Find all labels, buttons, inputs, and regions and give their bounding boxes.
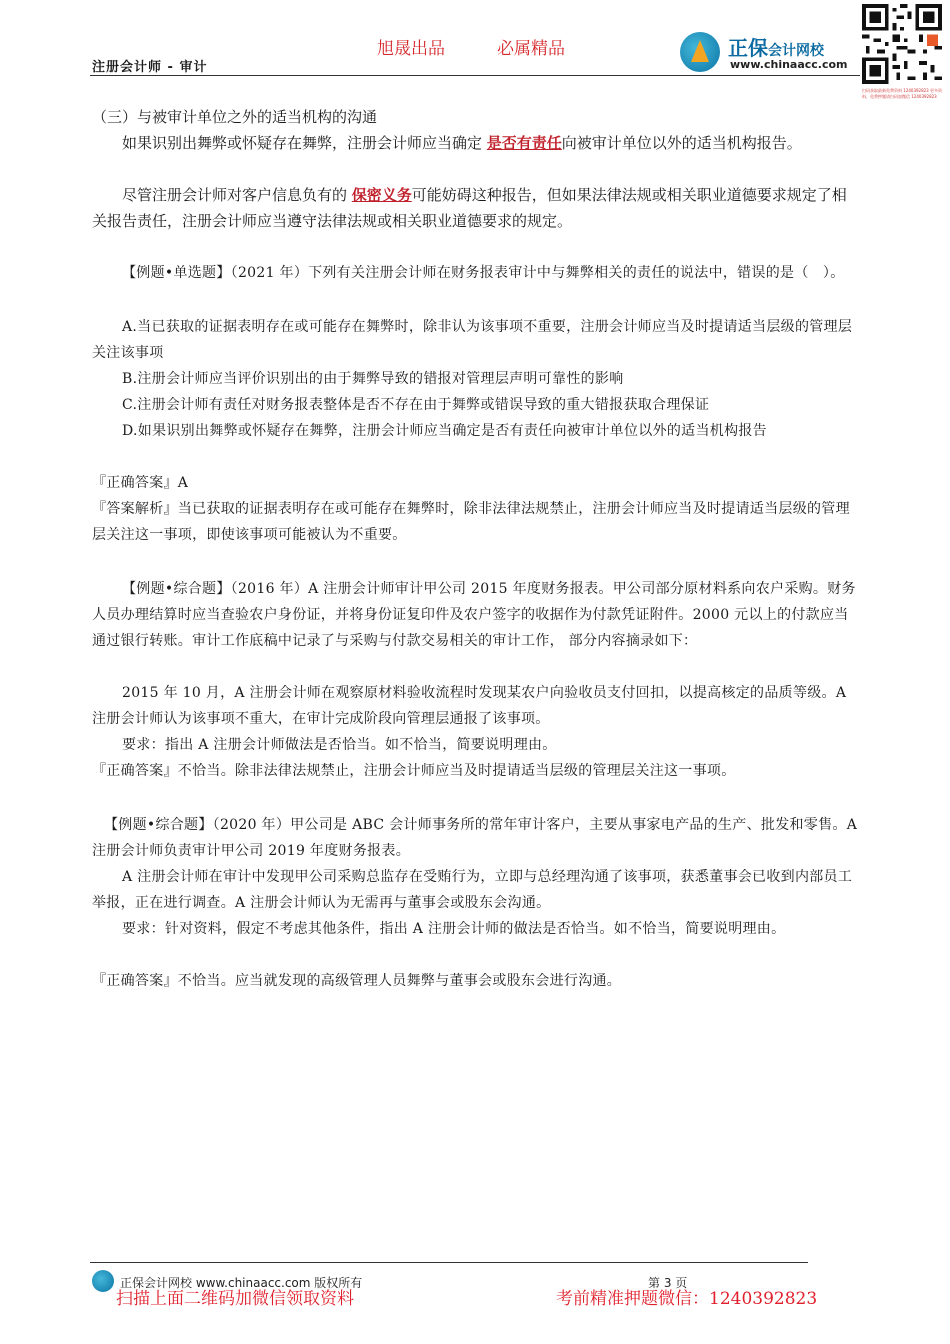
header-promo-left: 旭晟出品	[377, 39, 445, 59]
q2-answer: 『正确答案』不恰当。除非法律法规禁止，注册会计师应当及时提请适当层级的管理层关注这一事项。	[92, 763, 736, 779]
paragraph-2-text-a: 尽管注册会计师对客户信息负有的	[122, 186, 352, 204]
qr-code-icon	[862, 4, 942, 84]
q1-answer: 『正确答案』A	[92, 475, 189, 491]
logo-mark-icon	[680, 32, 720, 72]
key-term-confidentiality: 保密义务	[351, 186, 412, 204]
q1-option-a: A.当已获取的证据表明存在或可能存在舞弊时，除非认为该事项不重要，注册会计师应当及时提请适当层级的管理层关注该事项	[92, 319, 853, 361]
q2-stem: 【例题•综合题】（2016 年）A 注册会计师审计甲公司 2015 年度财务报表。甲公司部分原材料系向农户采购。财务人员办理结算时应当查验农户身份证，并将身份证复印件及农户签字的收据作为付款凭证附件。2000 元以上的付款应当通过银行转账。审计工作底稿中记录了与采购与付款交易相关的审计工作， 部分内容摘录如下：	[92, 581, 856, 649]
footer-promo-right: 考前精准押题微信：1240392823	[556, 1289, 818, 1309]
logo-name	[728, 32, 824, 61]
q3-stem: 【例题•综合题】（2020 年）甲公司是 ABC 会计师事务所的常年审计客户，主要从事家电产品的生产、批发和零售。A 注册会计师负责审计甲公司 2019 年度财务报表。	[92, 817, 858, 859]
q3-case: A 注册会计师在审计中发现甲公司采购总监存在受贿行为，立即与总经理沟通了该事项，获悉董事会已收到内部员工举报，正在进行调查。A 注册会计师认为无需再与董事会或股东会沟通。	[92, 869, 853, 911]
document-subject: 注册会计师 - 审计	[92, 60, 208, 75]
q3-answer: 『正确答案』不恰当。应当就发现的高级管理人员舞弊与董事会或股东会进行沟通。	[92, 973, 622, 989]
chinaacc-logo	[680, 30, 860, 74]
q1-option-b: B.注册会计师应当评价识别出的由于舞弊导致的错报对管理层声明可靠性的影响	[122, 371, 624, 387]
footer-promo-left: 扫描上面二维码加微信领取资料	[116, 1289, 354, 1309]
q1-analysis: 『答案解析』当已获取的证据表明存在或可能存在舞弊时，除非法律法规禁止，注册会计师应当及时提请适当层级的管理层关注这一事项，即使该事项可能被认为不重要。	[92, 501, 850, 543]
footer-divider	[90, 1262, 808, 1263]
paragraph-1-text-b: 向被审计单位以外的适当机构报告。	[561, 134, 802, 152]
logo-url: www.chinaacc.com	[730, 58, 848, 71]
paragraph-1-text-a: 如果识别出舞弊或怀疑存在舞弊，注册会计师应当确定	[122, 134, 487, 152]
footer-logo-icon	[92, 1270, 114, 1292]
q1-stem: 【例题•单选题】（2021 年）下列有关注册会计师在财务报表审计中与舞弊相关的责任的说法中，错误的是（ ）。	[122, 265, 845, 281]
section-paragraph-1	[92, 130, 860, 156]
section-paragraph-2	[92, 182, 860, 234]
q1-option-d: D.如果识别出舞弊或怀疑存在舞弊，注册会计师应当确定是否有责任向被审计单位以外的适当机构报告	[122, 423, 767, 439]
section-heading: （三）与被审计单位之外的适当机构的沟通	[92, 108, 378, 126]
q2-requirement: 要求：指出 A 注册会计师做法是否恰当。如不恰当，简要说明理由。	[122, 737, 557, 753]
q3-requirement: 要求：针对资料，假定不考虑其他条件，指出 A 注册会计师的做法是否恰当。如不恰当，简要说明理由。	[122, 921, 786, 937]
logo-name-sub: 会计网校	[768, 43, 824, 59]
key-term-responsibility: 是否有责任	[486, 134, 562, 152]
footer-copyright: 正保会计网校 www.chinaacc.com 版权所有	[120, 1276, 363, 1290]
q2-case: 2015 年 10 月，A 注册会计师在观察原材料验收流程时发现某农户向验收员支付回扣，以提高核定的品质等级。A 注册会计师认为该事项不重大，在审计完成阶段向管理层通报了该事项。	[92, 685, 847, 727]
header-promo-right: 必属精品	[497, 39, 565, 59]
page-number: 第 3 页	[648, 1276, 688, 1290]
paragraph-2-text-b: 可能妨碍这种报告，但如果法律法规或相关职业道德要求规定了相关报告责任，注册会计师应当遵守法律法规或相关职业道德要求的规定。	[92, 186, 847, 230]
qr-caption: 扫码获取最新免费资料 1240392823 更多资料，免费押题请扫码加微信 1240392823	[862, 88, 942, 99]
header-divider	[90, 75, 860, 76]
q1-option-c: C.注册会计师有责任对财务报表整体是否不存在由于舞弊或错误导致的重大错报获取合理保证	[122, 397, 710, 413]
logo-name-main: 正保	[728, 36, 768, 60]
